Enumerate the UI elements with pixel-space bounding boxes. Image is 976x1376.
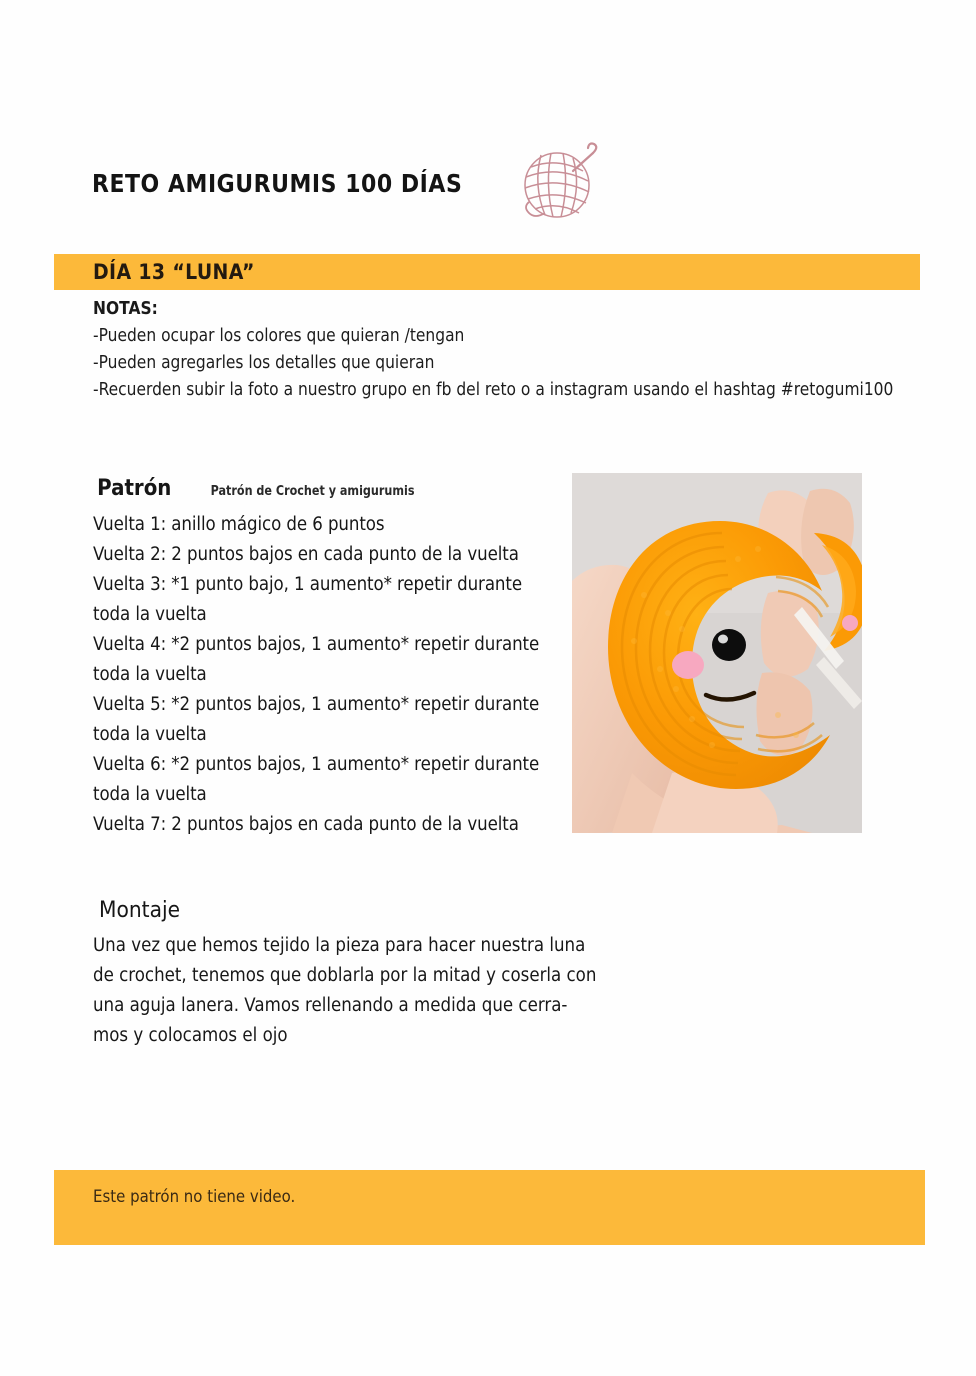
pattern-row: Vuelta 5: *2 puntos bajos, 1 aumento* repetir durante toda la vuelta — [93, 694, 540, 745]
pattern-row: Vuelta 2: 2 puntos bajos en cada punto de la vuelta — [93, 544, 519, 565]
pattern-row: Vuelta 7: 2 puntos bajos en cada punto de la vuelta — [93, 814, 519, 835]
page-header — [92, 140, 892, 226]
pattern-row: Vuelta 4: *2 puntos bajos, 1 aumento* repetir durante toda la vuelta — [93, 634, 540, 685]
day-title-bar — [54, 254, 920, 290]
pattern-heading-row — [93, 476, 563, 506]
pattern-heading: Patrón — [97, 476, 172, 501]
pattern-row: Vuelta 6: *2 puntos bajos, 1 aumento* repetir durante toda la vuelta — [93, 754, 540, 805]
pattern-section — [93, 476, 563, 840]
note-line: -Pueden ocupar los colores que quieran /tengan — [93, 325, 465, 346]
notes-heading: NOTAS: — [93, 298, 158, 319]
assembly-section — [93, 895, 597, 1051]
page-title: RETO AMIGURUMIS 100 DÍAS — [92, 168, 463, 198]
pattern-row: Vuelta 1: anillo mágico de 6 puntos — [93, 514, 385, 535]
assembly-line: mos y colocamos el ojo — [93, 1025, 288, 1046]
assembly-body — [93, 931, 597, 1051]
project-photo — [572, 473, 862, 833]
assembly-line: de crochet, tenemos que doblarla por la mitad y coserla con — [93, 965, 597, 986]
pattern-row-list — [93, 510, 563, 840]
day-title-label: DÍA 13 “LUNA” — [93, 260, 255, 284]
notes-section — [93, 296, 903, 403]
assembly-line: una aguja lanera. Vamos rellenando a medida que cerra- — [93, 995, 568, 1016]
note-line: -Recuerden subir la foto a nuestro grupo en fb del reto o a instagram usando el hashtag #retogumi100 — [93, 379, 894, 400]
assembly-line: Una vez que hemos tejido la pieza para hacer nuestra luna — [93, 935, 586, 956]
note-line: -Pueden agregarles los detalles que quieran — [93, 352, 435, 373]
footer-note-label: Este patrón no tiene video. — [93, 1187, 296, 1207]
footer-bar — [54, 1170, 925, 1245]
assembly-heading: Montaje — [99, 898, 181, 923]
pattern-subheading: Patrón de Crochet y amigurumis — [210, 484, 415, 499]
yarn-ball-with-crochet-hook-icon — [511, 141, 603, 225]
pattern-row: Vuelta 3: *1 punto bajo, 1 aumento* repetir durante toda la vuelta — [93, 574, 522, 625]
